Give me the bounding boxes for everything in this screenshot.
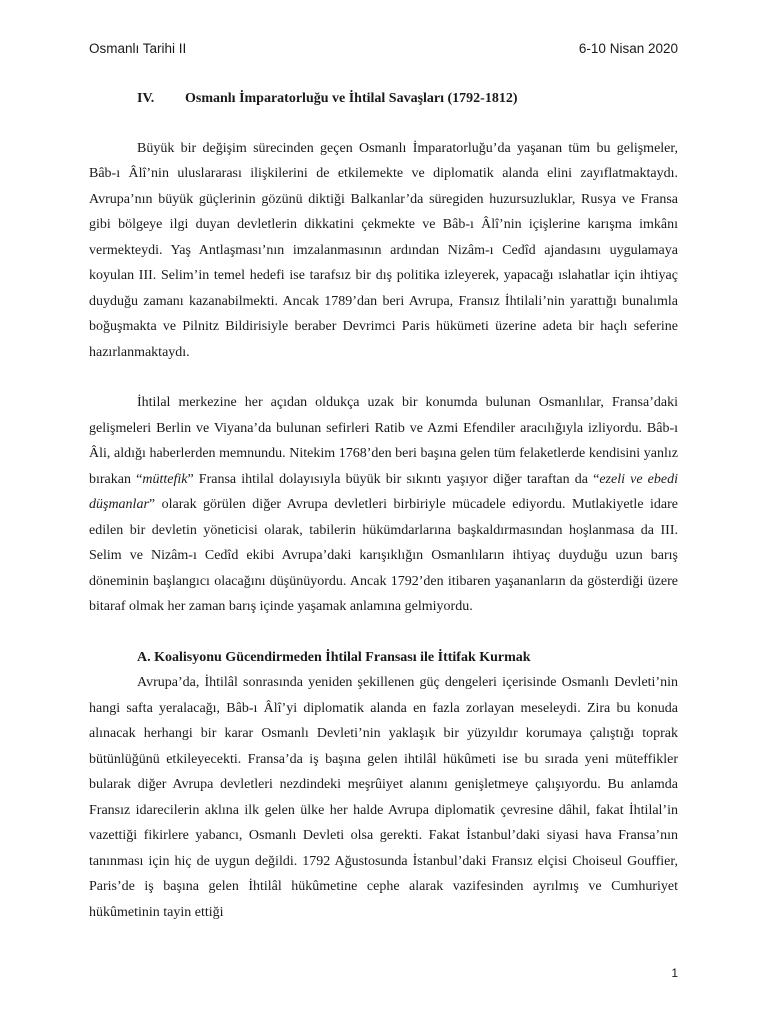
header-date: 6-10 Nisan 2020 [578,41,678,56]
paragraph-3: Avrupa’da, İhtilâl sonrasında yeniden şekillenen güç dengeleri içerisinde Osmanlı Devleti’nin hangi safta yeralacağı, Bâb-ı Âlî’yi diplomatik alanda en fazla zorlayan meseleydi. Zira bu konuda alınacak herhangi bir karar Osmanlı Devleti’nin yaklaşık bir yüzyıldır korumaya çalıştığı toprak bütünlüğünü etkileyecekti. Fransa’da iş başına gelen ihtilâl hükûmeti ise bu sırada yeni müteffikler bularak diğer Avrupa devletleri nezdindeki meşrûiyet alanını genişletmeye çalışıyordu. Bu anlamda Fransız idarecilerin aklına ilk gelen ülke her halde Avrupa diplomatik çevresine dâhil, fakat İhtilal’in vazettiği fikirlere yabancı, Osmanlı Devleti olsa gerekti. Fakat İstanbul’daki siyasi hava Fransa’nın tanınması için hiç de uygun değildi. 1792 Ağustosunda İstanbul’daki Fransız elçisi Choiseul Gouffier, Paris’de iş başına gelen İhtilâl hükûmetine cephe alarak vazifesinden ayrılmış ve Cumhuriyet hükûmetinin tayin ettiği [89,675,678,920]
paragraph-2 [89,390,678,620]
emphasis-muttefik: müttefik [142,471,188,487]
document-body [89,86,678,925]
course-title: Osmanlı Tarihi II [89,41,187,56]
page-header [89,41,678,56]
paragraph-1: Büyük bir değişim sürecinden geçen Osmanlı İmparatorluğu’da yaşanan tüm bu gelişmeler, Bâb-ı Âlî’nin uluslararası ilişkilerini de etkilemekte ve diplomatik alanda elini zayıflatmaktaydı. Avrupa’nın büyük güçlerinin gözünü diktiği Balkanlar’da süregiden huzursuzluklar, Rusya ve Fransa gibi bölgeye ilgi duyan devletlerin dikkatini çekmekte ve Bâb-ı Âlî’nin içişlerine karışma imkânı vermekteydi. Yaş Antlaşması’nın imzalanmasının ardından Nizâm-ı Cedîd ajandasını uygulamaya koyulan III. Selim’in temel hedefi ise tarafsız bir dış politika izleyerek, yapacağı ıslahatlar için ihtiyaç duyduğu zamanı kazanabilmekti. Ancak 1789’dan beri Avrupa, Fransız İhtilali’nin yarattığı bunalımla boğuşmakta ve Pilnitz Bildirisiyle beraber Devrimci Paris hükümeti üzerine adeta bir haçlı seferine hazırlanmaktaydı. [89,140,678,360]
paragraph-2-part-2: ” Fransa ihtilal dolayısıyla büyük bir sıkıntı yaşıyor diğer taraftan da “ [187,471,600,487]
section-number: IV. [137,91,155,106]
section-heading [89,86,678,112]
emphasis-ezeli-ebedi: ezeli ve ebedi düşmanlar [89,471,678,512]
paragraph-2-part-3: ” olarak görülen diğer Avrupa devletleri birbiriyle mücadele ediyordu. Mutlakiyetle idare edilen bir devletin yöneticisi olarak, tabilerin hükümdarlarına başkaldırmasından hoşlanmasa da III. Selim ve Nizâm-ı Cedîd ekibi Avrupa’daki karışıklığın Osmanlıların ihtiyaç duyduğu uzun barış döneminin başlangıcı olacağını düşünüyordu. Ancak 1792’den itibaren yaşananların da gösterdiği üzere bitaraf olmak her zaman barış içinde yaşamak anlamına gelmiyordu. [89,497,678,614]
subsection-heading: A. Koalisyonu Gücendirmeden İhtilal Fransası ile İttifak Kurmak [137,649,531,665]
page-number: 1 [671,966,678,980]
paragraph-2-part-1: İhtilal merkezine her açıdan oldukça uzak bir konumda bulunan Osmanlılar, Fransa’daki gelişmeleri Berlin ve Viyana’da bulunan sefirleri Ratib ve Azmi Efendiler aracılığıyla izliyordu. Bâb-ı Âli, aldığı haberlerden memnundu. Nitekim 1768’den beri başına gelen tüm felaketlerde kendisini yanlız bırakan “ [89,395,678,487]
section-title: Osmanlı İmparatorluğu ve İhtilal Savaşları (1792-1812) [185,91,518,106]
